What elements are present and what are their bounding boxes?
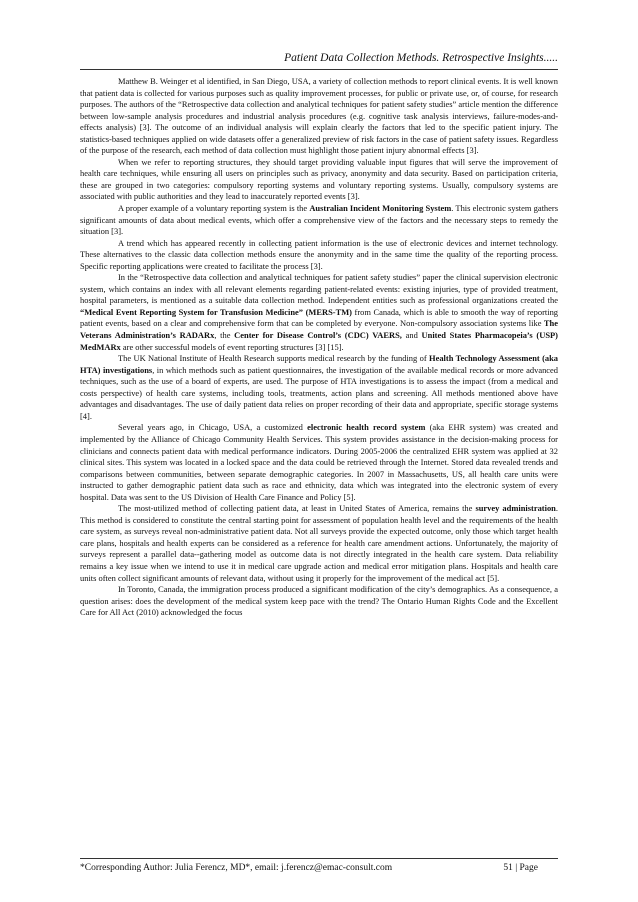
text-run: Matthew B. Weinger et al identified, in San Diego, USA, a variety of collection methods to report clinical events. It is well known that patient data is collected for various purposes such as quality improvement processes, for public or private use, or, of course, for research purposes. The authors of the “Retrospective data collection and analytical techniques for patient safety studies” article mention the difference between low-sample analysis procedures and industrial analysis procedures (e.g. cognitive task analysis interviews, failure-modes-and-effects analysis) [3]. The outcome of an individual analysis will explain clearly the factors that led to the specific patient injury. The statistics-based techniques applied on wide datasets offer a generalized preview of risk factors in the case of patient safety issues. Regardless of the purpose of the research, each method of data collection must highlight those patient injury abnormal effects [3]. (80, 76, 558, 156)
text-run: and (401, 330, 422, 341)
bold-term: survey administration (475, 503, 556, 514)
text-run: . This electronic system gathers significant amounts of data about medical events, which offer a comprehensive view of the factors and the necessary steps to remedy the situation [3]. (80, 203, 558, 237)
bold-term: Australian Incident Monitoring System (309, 203, 452, 214)
paragraph (80, 353, 558, 422)
body-text (80, 76, 558, 619)
paragraph (80, 422, 558, 503)
bold-term: electronic health record system (307, 422, 426, 433)
text-run: A proper example of a voluntary reporting system is the (118, 203, 310, 214)
page-number: 51 | Page (503, 863, 538, 873)
paragraph (80, 584, 558, 619)
text-run: . This method is considered to constitute the central starting point for assessment of population health level and the requirements of the health care system, as surveys reveal non-administrative patient data. Not all surveys provide the expected outcome, only those which target health care plans, hospitals and health experts can be considered as a reference for health care amendment actions. Unfortunately, the majority of surveys represent a parallel data--gathering model as outcome data is not directly integrated in the health care system. Data reliability remains a key issue when we intend to use it in medical care upgrade action and medical error mitigation plans. Hospitals and health care units often collect significant amounts of relevant data, without using it properly for the improvement of the medical act [5]. (80, 503, 558, 583)
bold-term: United States Pharmacopeia’s (USP) MedMARx (80, 330, 558, 352)
text-run: are other successful models of event reporting structures [3] [15]. (120, 341, 344, 352)
paragraph (80, 157, 558, 203)
text-run: , in which methods such as patient questionnaires, the investigation of the available medical records or more advanced techniques, such as the use of a board of experts, are used. The purpose of HTA investigations is to assess the impact (from a medical and costs perspective) of health care systems, including tools, treatments, action plans and screening. All methods mentioned above have advantages and disadvantages. The use of daily patient data relies on proper recording of their data and appropriate, specific storage systems [4]. (80, 364, 559, 421)
page-footer (80, 858, 558, 875)
bold-term: The Veterans Administration’s RADARx (80, 318, 558, 341)
text-run: The most-utilized method of collecting patient data, at least in United States of America, remains the (118, 503, 476, 514)
bold-term: Center for Disease Control’s (CDC) VAERS, (234, 330, 402, 341)
text-run: Several years ago, in Chicago, USA, a customized (118, 422, 308, 433)
paragraph (80, 238, 558, 273)
bold-term: “Medical Event Reporting System for Transfusion Medicine” (MERS-TM) (80, 306, 352, 317)
bold-term: Health Technology Assessment (aka HTA) investigations (80, 353, 559, 375)
running-header (80, 50, 558, 70)
text-run: from Canada, which is able to smooth the way of reporting patient events, based on a clear and comprehensive form that can be completed by everyone. Non-compulsory association systems like (80, 306, 559, 329)
text-run: When we refer to reporting structures, they should target providing valuable input figures that will serve the improvement of health care techniques, while ensuring all users on principles such as privacy, anonymity and data security. Based on participation criteria, these are grouped in two categories: compulsory reporting systems and voluntary reporting systems. Usually, compulsory systems are associated with public authorities and they lead to inaccurately reported events [3]. (80, 156, 558, 202)
paragraph (80, 272, 558, 353)
text-run: A trend which has appeared recently in collecting patient information is the use of electronic devices and internet technology. These alternatives to the classic data collection methods ensure the anonymity and in the same time the quality of the reporting process. Specific reporting applications were created to facilitate the process [3]. (80, 237, 558, 271)
text-run: (aka EHR system) was created and implemented by the Alliance of Chicago Community Health Services. This system provides assistance in the decision-making process for clinicians and connects patient data with medical performance indicators. During 2005-2006 the centralized EHR system was applied at 32 clinical sites. This system was located in a locked space and the data could be retrieved through the Internet. Stored data revealed trends and comparisons between communities, between separate demographic categories. In 2007 in Massachusetts, US, all health care units were instructed to gather demographic patient data such as race and ethnicity, data which was integrated into the electronic system of every hospital. Data was sent to the US Division of Health Care Finance and Policy [5]. (80, 422, 558, 502)
text-run: In the “Retrospective data collection and analytical techniques for patient safety studies” paper the clinical supervision electronic system, which contains an index with all relevant elements regarding patient-related events: existing injuries, type of provided treatment, hospital parameters, is mentioned as a suitable data collection method. Independent entities such as professional organizations created the (80, 272, 558, 306)
paragraph (80, 76, 558, 157)
corresponding-author-note: *Corresponding Author: Julia Ferencz, MD*, email: j.ferencz@emac-consult.com (80, 863, 393, 873)
text-run: , the (214, 330, 235, 341)
text-run: The UK National Institute of Health Research supports medical research by the funding of (118, 353, 430, 364)
running-title: Patient Data Collection Methods. Retrospective Insights..... (284, 52, 558, 64)
text-run: In Toronto, Canada, the immigration process produced a significant modification of the city’s demographics. As a consequence, a question arises: does the development of the medical system keep pace with the trend? The Ontario Human Rights Code and the Excellent Care for All Act (2010) acknowledged the focus (80, 584, 558, 618)
paragraph (80, 203, 558, 238)
paragraph (80, 503, 558, 584)
